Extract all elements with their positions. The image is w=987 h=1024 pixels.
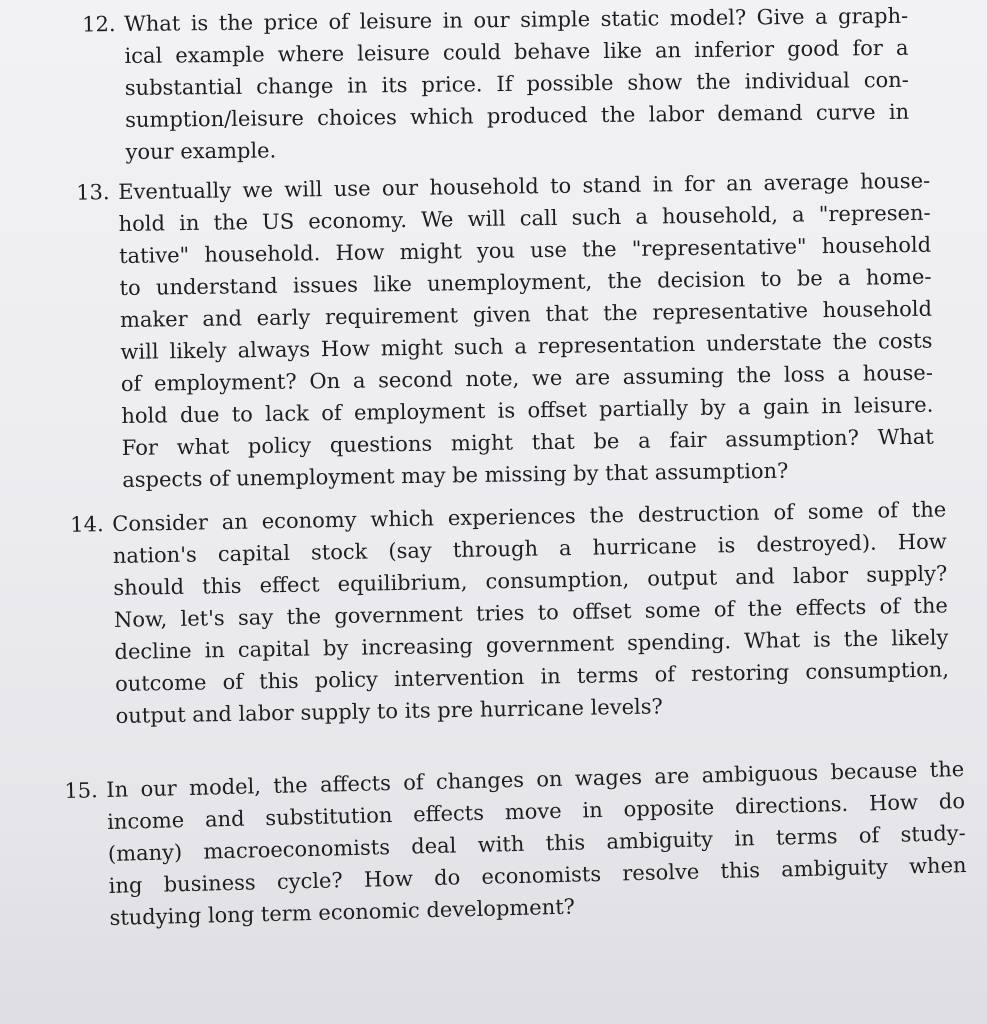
question-12 [82,0,910,168]
question-text-line: (many) macroeconomists deal with this ambiguity in terms of study- [107,821,966,866]
question-text-line: nation's capital stock (say through a hurricane is destroyed). How [112,529,947,568]
question-text-line: studying long term economic development? [109,894,576,930]
question-15 [64,753,968,934]
question-text-line: of employment? On a second note, we are assuming the loss a house- [120,360,933,396]
question-text-line: aspects of unemployment may be missing by that assumption? [122,458,789,492]
question-14 [70,493,950,732]
question-text-line: Eventually we will use our household to stand in for an average house- [118,168,931,204]
question-text-line: ical example where leisure could behave like an inferior good for a [124,35,909,68]
question-number: 15. [64,778,99,804]
question-text-line: In our model, the affects of changes on wages are ambiguous because the [106,757,965,802]
question-text-line: What is the price of leisure in our simple static model? Give a graph- [124,3,909,36]
question-number: 13. [76,180,110,205]
question-text-line: decline in capital by increasing government spending. What is the likely [114,625,949,664]
question-text-line: income and substitution effects move in opposite directions. How do [106,789,966,834]
question-text-line: hold due to lack of employment is offset partially by a gain in leisure. [121,392,934,428]
question-text-line: ing business cycle? How do economists resolve this ambiguity when [108,853,967,898]
question-text-line: hold in the US economy. We will call such a household, a "represen- [118,200,931,236]
question-text-line: outcome of this policy intervention in terms of restoring consumption, [114,657,950,696]
question-text-line: Now, let's say the government tries to offset some of the effects of the [113,593,949,632]
question-text-line: will likely always How might such a representation understate the costs [120,328,933,364]
question-text-line: For what policy questions might that be a fair assumption? What [121,424,934,460]
question-text-line: to understand issues like unemployment, the decision to be a home- [119,264,932,300]
question-text-line: your example. [125,138,277,164]
question-text-line: substantial change in its price. If possible show the individual con- [124,67,909,100]
question-number: 12. [82,12,116,37]
question-text-line: should this effect equilibrium, consumption, output and labor supply? [113,561,948,600]
question-number: 14. [70,512,104,537]
question-text-line: sumption/leisure choices which produced the labor demand curve in [125,99,910,132]
question-text-line: Consider an economy which experiences the destruction of some of the [112,497,947,536]
question-text-line: tative" household. How might you use the "representative" household [118,232,932,268]
question-13 [76,165,934,496]
question-text-line: output and labor supply to its pre hurricane levels? [115,694,663,728]
question-text-line: maker and early requirement given that the representative household [119,296,933,332]
